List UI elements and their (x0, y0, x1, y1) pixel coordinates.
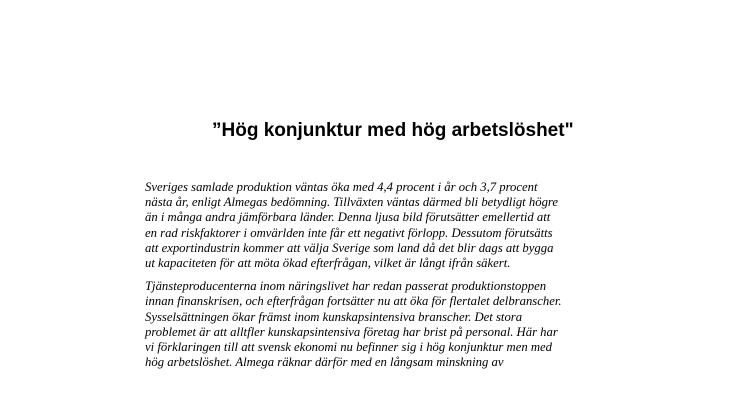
paragraph-1 (145, 180, 645, 271)
paragraph-line: att exportindustrin kommer att välja Sverige som land då det blir dags att bygga (145, 240, 554, 255)
paragraph-line: problemet är att alltfler kunskapsintensiva företag har brist på personal. Här har (145, 324, 558, 339)
paragraph-2 (145, 279, 645, 370)
document-body (145, 180, 645, 378)
paragraph-line: Tjänsteproducenterna inom näringslivet har redan passerat produktionstoppen (145, 279, 547, 294)
paragraph-line: Sysselsättningen ökar främst inom kunskapsintensiva branscher. Det stora (145, 309, 523, 324)
document-title: ”Hög konjunktur med hög arbetslöshet" (212, 120, 574, 141)
paragraph-line: innan finanskrisen, och efterfrågan fortsätter nu att öka för flertalet delbranscher. (145, 294, 562, 309)
paragraph-line: en rad riskfaktorer i omvärlden inte får ett negativt förlopp. Dessutom förutsätts (145, 225, 553, 240)
paragraph-line: hög arbetslöshet. Almega räknar därför med en långsam minskning av (145, 355, 504, 370)
paragraph-line: Sveriges samlade produktion väntas öka med 4,4 procent i år och 3,7 procent (145, 180, 538, 194)
paragraph-line: vi förklaringen till att svensk ekonomi nu befinner sig i hög konjunktur men med (145, 340, 552, 355)
paragraph-line: än i många andra jämförbara länder. Denna ljusa bild förutsätter emellertid att (145, 210, 551, 225)
paragraph-line: ut kapaciteten för att möta ökad efterfrågan, vilket är långt ifrån säkert. (145, 256, 511, 271)
paragraph-line: nästa år, enligt Almegas bedömning. Tillväxten väntas därmed bli betydligt högre (145, 195, 559, 210)
